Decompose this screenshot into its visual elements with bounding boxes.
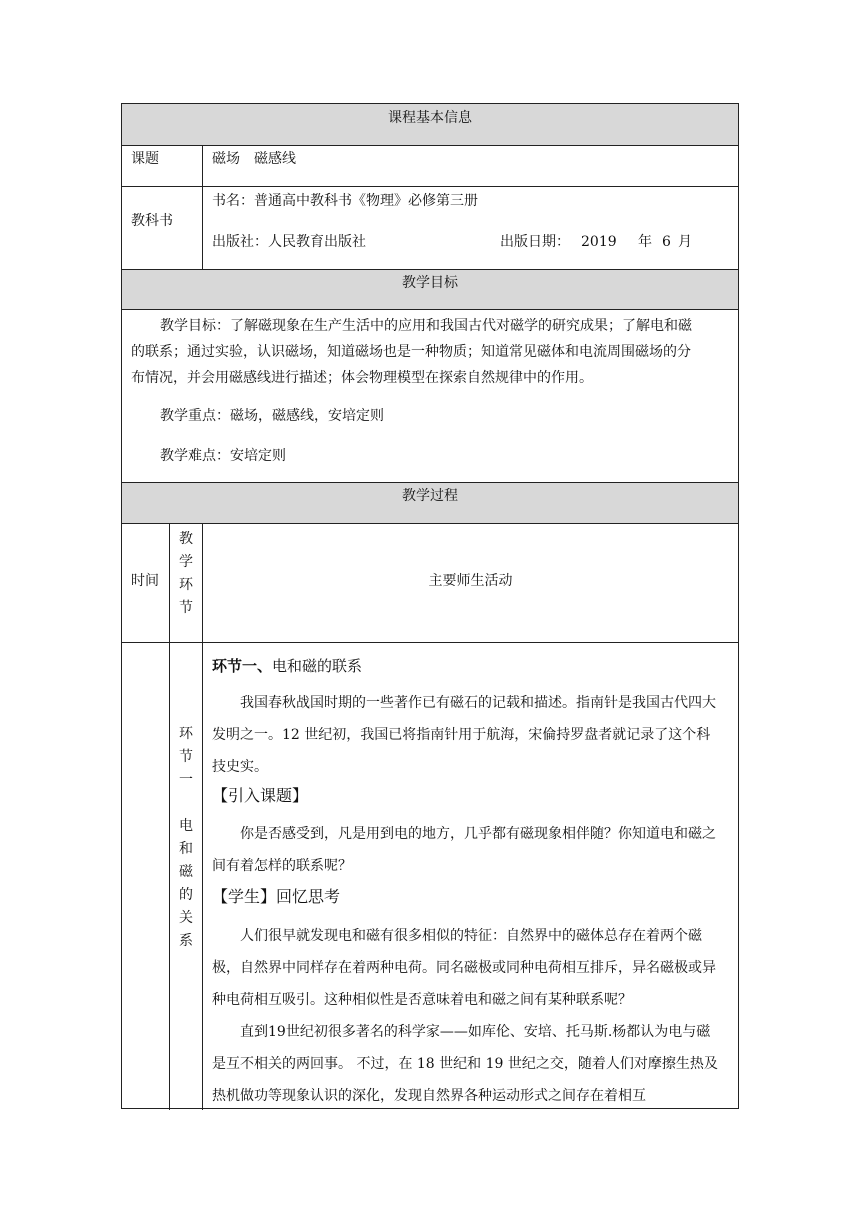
topic-value: 磁场 磁感线 bbox=[212, 151, 296, 167]
objectives-line-1: 教学目标：了解磁现象在生产生活中的应用和我国古代对磁学的研究成果；了解电和磁 bbox=[160, 318, 692, 334]
month-char: 月 bbox=[678, 234, 692, 250]
stage-name-char: 一 bbox=[179, 772, 193, 788]
row-divider bbox=[122, 309, 738, 310]
basic-info-header: 课程基本信息 bbox=[388, 110, 472, 126]
stage-name-char bbox=[174, 792, 198, 815]
year-char: 年 bbox=[638, 234, 652, 250]
stage-name-char: 系 bbox=[179, 933, 193, 949]
section-title bbox=[212, 655, 362, 677]
goals-header: 教学目标 bbox=[402, 275, 458, 291]
objectives-line-3: 布情况，并会用磁感线进行描述；体会物理模型在探索自然规律中的作用。 bbox=[131, 370, 593, 386]
col-stage-char: 节 bbox=[179, 600, 193, 616]
difficulty: 教学难点：安培定则 bbox=[160, 448, 286, 464]
student-heading: 【学生】回忆思考 bbox=[212, 887, 341, 906]
publication-month: 6 bbox=[662, 234, 671, 250]
similarity-paragraph: 人们很早就发现电和磁有很多相似的特征：自然界中的磁体总存在着两个磁极，自然界中同样存在着两种电荷。同名磁极或同种电荷相互排斥，异名磁极或异种电荷相互吸引。这种相似性是否意味着电和磁之间有某种联系呢？ bbox=[212, 928, 716, 1008]
topic-label: 课题 bbox=[131, 151, 159, 167]
stage-name-char: 磁 bbox=[179, 864, 193, 880]
stage-name-char: 环 bbox=[179, 726, 193, 742]
textbook-label: 教科书 bbox=[131, 213, 173, 229]
stage-name bbox=[174, 723, 198, 953]
stage-name-char: 关 bbox=[179, 910, 193, 926]
section-title-bold: 环节一、 bbox=[212, 657, 273, 675]
col-stage-char: 环 bbox=[179, 577, 193, 593]
row-divider bbox=[122, 186, 738, 187]
stage-name-char: 电 bbox=[179, 818, 193, 834]
col-activity: 主要师生活动 bbox=[428, 573, 513, 589]
lesson-plan-table bbox=[121, 103, 739, 1109]
history-paragraph: 我国春秋战国时期的一些著作已有磁石的记载和描述。指南针是我国古代四大发明之一。12 世纪初，我国已将指南针用于航海，宋倫持罗盘者就记录了这个科技史实。 bbox=[212, 695, 716, 775]
row-divider bbox=[122, 145, 738, 146]
section-title-rest: 电和磁的联系 bbox=[272, 657, 363, 675]
publication-year: 2019 bbox=[581, 234, 617, 250]
stage-name-char: 节 bbox=[179, 749, 193, 765]
column-divider bbox=[202, 145, 203, 269]
col-stage bbox=[174, 528, 198, 620]
stage-name-char: 和 bbox=[179, 841, 193, 857]
col-stage-char: 教 bbox=[179, 531, 193, 547]
col-time: 时间 bbox=[131, 573, 159, 589]
process-header: 教学过程 bbox=[402, 488, 458, 504]
col-stage-char: 学 bbox=[179, 554, 193, 570]
row-divider bbox=[122, 269, 738, 270]
book-name: 书名：普通高中教科书《物理》必修第三册 bbox=[212, 193, 478, 209]
history-scientists-paragraph: 直到19世纪初很多著名的科学家——如库伦、安培、托马斯.杨都认为电与磁是互不相关的两回事。 不过，在 18 世纪和 19 世纪之交，随着人们对摩擦生热及热机做功等现象认识的深化，发现自然界各种运动形式之间存在着相互 bbox=[212, 1024, 718, 1104]
key-points: 教学重点：磁场，磁感线，安培定则 bbox=[160, 408, 384, 424]
column-divider bbox=[202, 523, 203, 1110]
row-divider bbox=[122, 482, 738, 483]
intro-heading: 【引入课题】 bbox=[212, 786, 309, 805]
intro-paragraph: 你是否感受到，凡是用到电的地方，几乎都有磁现象相伴随？你知道电和磁之间有着怎样的联系呢？ bbox=[212, 826, 716, 874]
column-divider bbox=[169, 523, 170, 1110]
objectives-line-2: 的联系；通过实验，认识磁场，知道磁场也是一种物质；知道常见磁体和电流周围磁场的分 bbox=[131, 344, 691, 360]
row-divider bbox=[122, 642, 738, 643]
stage-name-char: 的 bbox=[179, 887, 193, 903]
publication-date-label: 出版日期： bbox=[500, 234, 570, 250]
publisher: 出版社：人民教育出版社 bbox=[212, 234, 366, 250]
row-divider bbox=[122, 523, 738, 524]
